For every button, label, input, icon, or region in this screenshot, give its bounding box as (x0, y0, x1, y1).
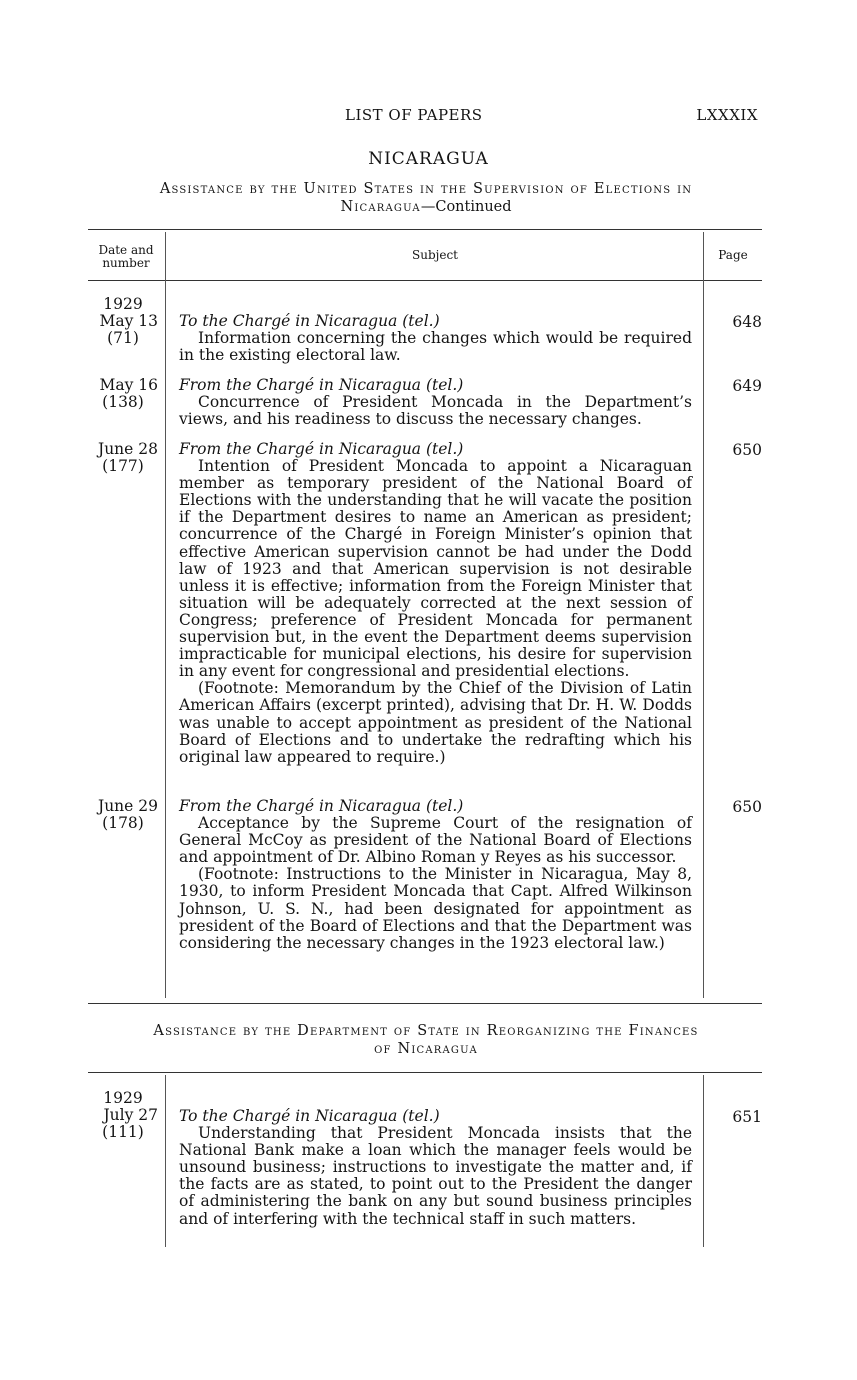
entry-date-text: July 27 (103, 1106, 158, 1124)
entry-subject (179, 798, 692, 952)
entry-paragraph: Understanding that President Moncada insists that the National Bank make a loan which the manager feels would be unsound business; instructions to investigate the matter and, if the facts are as stated, to point out to the President the danger of administering the bank on any but sound business principles and of interfering with the technical staff in such matters. (179, 1124, 692, 1228)
column-header-date: Date and number (98, 243, 154, 270)
column-divider-right (703, 232, 704, 998)
entry-paragraph: Concurrence of President Moncada in the Department’s views, and his readiness to discuss the necessary changes. (179, 393, 692, 429)
column-header-subject: Subject (412, 248, 458, 262)
entry-number: (178) (102, 814, 144, 832)
entry-number: (71) (107, 329, 139, 347)
entry-footnote: (Footnote: Instructions to the Minister in Nicaragua, May 8, 1930, to inform President Moncada that Capt. Alfred Wilkinson Johnson, U. S. N., had been designated for appointment as president of the Board of Elections and that the Department was considering the necessary changes in the 1923 electoral law.) (179, 865, 692, 952)
entry-date-text: June 28 (97, 440, 158, 458)
page-number-roman: LXXXIX (696, 106, 758, 124)
column-divider-left (165, 232, 166, 998)
entry-number: (138) (102, 393, 144, 411)
section-title-line1: Assistance by the Department of State in Reorganizing the Finances (153, 1023, 699, 1039)
entry-year: 1929 (103, 295, 143, 313)
entry-date (88, 1090, 158, 1141)
entry-footnote: (Footnote: Memorandum by the Chief of the Division of Latin American Affairs (excerpt printed), advising that Dr. H. W. Dodds was unable to accept appointment as president of the National Board of Elections and to undertake the redrafting which his original law appeared to require.) (179, 679, 692, 766)
country-heading: NICARAGUA (368, 149, 489, 169)
column-header-page: Page (718, 248, 748, 262)
entry-date (88, 377, 158, 411)
entry-date-text: May 13 (99, 312, 158, 330)
section-title-elections (88, 180, 764, 216)
entry-page: 650 (732, 798, 762, 816)
header-bottom-rule (88, 280, 762, 281)
entry-date (88, 798, 158, 832)
entry-subject (179, 377, 692, 428)
table-top-rule (88, 229, 762, 230)
entry-number: (177) (102, 457, 144, 475)
section-title-finances (88, 1022, 764, 1058)
entry-title: From the Chargé in Nicaragua (tel.) (179, 440, 464, 458)
entry-title: To the Chargé in Nicaragua (tel.) (179, 1107, 440, 1125)
entry-paragraph: Intention of President Moncada to appoint a Nicaraguan member as temporary president of the National Board of Elections with the understanding that he will vacate the position if the Department desires to name an American as president; concurrence of the Chargé in Foreign Minister’s opinion that effective American supervision cannot be had under the Dodd law of 1923 and that American supervision is not desirable unless it is effective; information from the Foreign Minister that situation will be adequately corrected at the next session of Congress; preference of President Moncada for permanent supervision but, in the event the Department deems supervision impracticable for municipal elections, his desire for supervision in any event for congressional and presidential elections. (179, 457, 692, 681)
entry-page: 649 (732, 377, 762, 395)
entry-title: To the Chargé in Nicaragua (tel.) (179, 312, 440, 330)
section-title-line1: Assistance by the United States in the Supervision of Elections in (159, 181, 693, 197)
running-title: LIST OF PAPERS (345, 106, 483, 124)
column-divider-left (165, 1075, 166, 1247)
entry-date-text: May 16 (99, 376, 158, 394)
entry-subject (179, 1108, 692, 1228)
column-divider-right (703, 1075, 704, 1247)
entry-date (88, 296, 158, 347)
table-top-rule (88, 1072, 762, 1073)
entry-year: 1929 (103, 1089, 143, 1107)
entry-title: From the Chargé in Nicaragua (tel.) (179, 797, 464, 815)
entry-page: 650 (732, 441, 762, 459)
entry-subject (179, 313, 692, 364)
entry-date (88, 441, 158, 475)
entry-number: (111) (102, 1123, 144, 1141)
entry-page: 651 (732, 1108, 762, 1126)
section-title-line2: Nicaragua—Continued (340, 199, 512, 215)
entry-date-text: June 29 (97, 797, 158, 815)
entry-paragraph: Information concerning the changes which would be required in the existing electoral law. (179, 329, 692, 365)
table-bottom-rule (88, 1003, 762, 1004)
section-title-line2: of Nicaragua (374, 1041, 478, 1057)
entry-title: From the Chargé in Nicaragua (tel.) (179, 376, 464, 394)
entry-subject (179, 441, 692, 766)
entry-paragraph: Acceptance by the Supreme Court of the resignation of General McCoy as president of the National Board of Elections and appointment of Dr. Albino Roman y Reyes as his successor. (179, 814, 692, 867)
entry-page: 648 (732, 313, 762, 331)
